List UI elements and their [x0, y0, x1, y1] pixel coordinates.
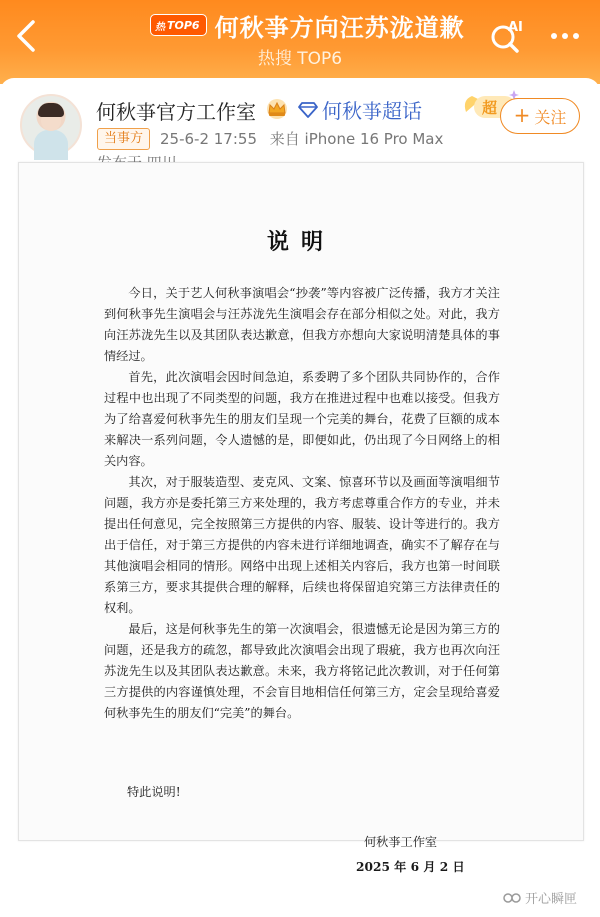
ai-search-icon: [486, 16, 526, 56]
document-paragraph: 最后，这是何秋亊先生的第一次演唱会，很遗憾无论是因为第三方的问题，还是我方的疏忽，都导致此次演唱会出现了瑕疵，我方也再次向汪苏泷先生以及其团队表达歉意。未来，我方将铭记此次教训，对于任何第三方提供的内容谨慎处理，不会盲目地相信任何第三方，定会呈现给喜爱何秋亊先生的朋友们“完美”的舞台。: [104, 622, 500, 720]
crown-icon: [264, 98, 290, 120]
watermark-logo-icon: [503, 891, 521, 905]
ai-label: AI: [508, 20, 523, 35]
super-badge-label: 超: [482, 99, 498, 117]
document-title: 说明: [266, 229, 335, 255]
user-name[interactable]: 何秋亊官方工作室: [96, 100, 256, 124]
diamond-icon: [298, 101, 318, 119]
post-source: 来自 iPhone 16 Pro Max: [269, 130, 444, 148]
document-signature: 何秋亊工作室: [364, 835, 438, 849]
document-paragraph: 今日，关于艺人何秋亊演唱会“抄袭”等内容被广泛传播，我方才关注到何秋亊先生演唱会与汪苏泷先生演唱会存在部分相似之处。对此，我方向汪苏泷先生以及其团队表达歉意，但我方亦想向大家说明清楚具体的事情经过。: [104, 286, 500, 363]
more-options-button[interactable]: [545, 22, 585, 50]
document-date: 2025 年 6 月 2 日: [356, 860, 465, 874]
top6-badge-label: TOP6: [167, 18, 200, 32]
hot-search-rank: 热搜 TOP6: [257, 49, 343, 69]
watermark: [503, 888, 577, 907]
chaohua-label: 何秋亊超话: [322, 99, 422, 123]
document-closing: 特此说明!: [127, 785, 181, 799]
party-tag: 当事方: [97, 128, 150, 150]
document-body: [104, 283, 500, 724]
topic-title-row: [150, 8, 465, 42]
more-dot-icon: [573, 33, 579, 39]
post-meta: [160, 128, 451, 149]
document-paragraph: 首先，此次演唱会因时间急迫，系委聘了多个团队共同协作的，合作过程中也出现了不同类型的问题，我方在推进过程中也难以接受。但我方为了给喜爱何秋亊先生的朋友们呈现一个完美的舞台，花费了巨额的成本来解决一系列问题，令人遗憾的是，即便如此，仍出现了今日网络上的相关内容。: [104, 370, 500, 468]
ai-search-button[interactable]: [486, 16, 526, 56]
shared-document-image[interactable]: [18, 162, 584, 874]
hot-search-header: [0, 0, 600, 84]
more-dot-icon: [551, 33, 557, 39]
more-dot-icon: [562, 33, 568, 39]
post-date: 25-6-2 17:55: [160, 130, 257, 148]
follow-button[interactable]: [500, 98, 580, 134]
follow-label: 关注: [534, 107, 567, 127]
hot-icon: 热: [155, 21, 165, 33]
document-paragraph: 其次，对于服装造型、麦克风、文案、惊喜环节以及画面等演唱细节问题，我方亦是委托第三方来处理的，我方考虑尊重合作方的专业，并未提出任何意见，完全按照第三方提供的内容、服装、设计等进行的。我方出于信任，对于第三方提供的内容未进行详细地调查，确实不了解存在与其他演唱会相同的情形。网络中出现上述相关内容后，我方也第一时间联系第三方，要求其提供合理的解释，后续也将保留追究第三方法律责任的权利。: [104, 475, 500, 615]
topic-title: 何秋亊方向汪苏泷道歉: [214, 13, 465, 42]
top6-badge: [150, 14, 207, 36]
chaohua-link[interactable]: [298, 95, 422, 124]
avatar[interactable]: [20, 94, 82, 156]
watermark-text: 开心瞬匣: [525, 892, 578, 907]
plus-icon: +: [513, 103, 531, 127]
